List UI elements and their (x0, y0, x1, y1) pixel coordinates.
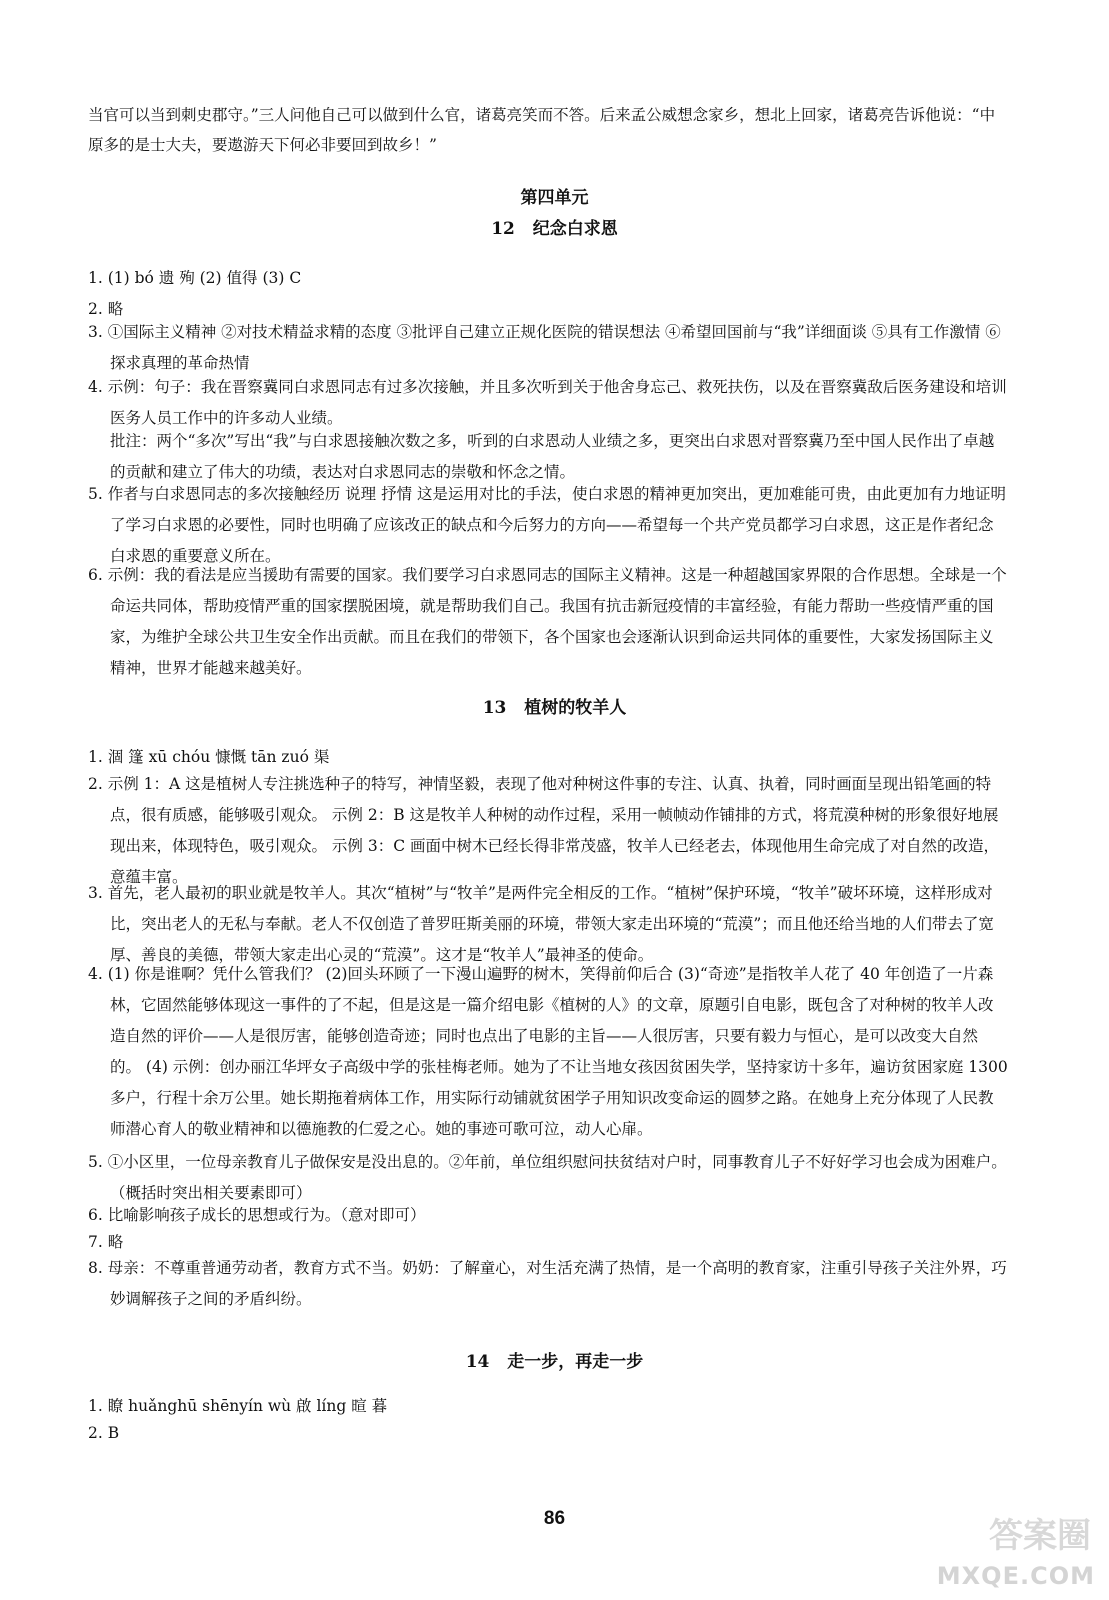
l13-answer-6: 6. 比喻影响孩子成长的思想或行为。（意对即可） (88, 1206, 426, 1224)
page-number: 86 (543, 1508, 566, 1529)
lesson-title-13: 13 植树的牧羊人 (482, 698, 627, 718)
unit-title: 第四单元 (520, 188, 589, 208)
lesson-title-12: 12 纪念白求恩 (491, 219, 618, 239)
l13-answer-3: 3. 首先，老人最初的职业就是牧羊人。其次“植树”与“牧羊”是两件完全相反的工作。“植树”保护环境，“牧羊”破坏环境，这样形成对比，突出老人的无私与奉献。老人不仅创造了普罗旺斯美丽的环境，带领大家走出环境的“荒漠”；而且他还给当地的人们带去了宽厚、善良的美德，带领大家走出心灵的“荒漠”。这才是“牧羊人”最神圣的使命。 (88, 884, 994, 964)
watermark-url: MXQE.COM (936, 1562, 1095, 1590)
l12-answer-3: 3. ①国际主义精神 ②对技术精益求精的态度 ③批评自己建立正规化医院的错误想法 ④希望回国前与“我”详细面谈 ⑤具有工作激情 ⑥探求真理的革命热情 (88, 323, 1001, 372)
l12-answer-6: 6. 示例：我的看法是应当援助有需要的国家。我们要学习白求恩同志的国际主义精神。这是一种超越国家界限的合作思想。全球是一个命运共同体，帮助疫情严重的国家摆脱困境，就是帮助我们自己。我国有抗击新冠疫情的丰富经验，有能力帮助一些疫情严重的国家，为维护全球公共卫生安全作出贡献。而且在我们的带领下，各个国家也会逐渐认识到命运共同体的重要性，大家发扬国际主义精神，世界才能越来越美好。 (88, 566, 1007, 677)
l12-answer-2: 2. 略 (88, 300, 124, 318)
l14-answer-1: 1. 瞭 huǎnghū shēnyín wù 啟 líng 暄 暮 (88, 1397, 388, 1415)
l13-answer-7: 7. 略 (88, 1233, 124, 1251)
l12-answer-4-note: 批注：两个“多次”写出“我”与白求恩接触次数之多，听到的白求恩动人业绩之多，更突出白求恩对晋察冀乃至中国人民作出了卓越的贡献和建立了伟大的功绩，表达对白求恩同志的崇敬和怀念之情。 (110, 432, 995, 481)
l13-answer-1: 1. 涸 篷 xū chóu 慷慨 tān zuó 渠 (88, 748, 330, 766)
l14-answer-2: 2. B (88, 1424, 120, 1442)
l13-answer-5: 5. ①小区里，一位母亲教育儿子做保安是没出息的。②年前，单位组织慰问扶贫结对户时，同事教育儿子不好好学习也会成为困难户。（概括时突出相关要素即可） (88, 1153, 1007, 1202)
watermark-logo (930, 1508, 1095, 1590)
l12-answer-4: 4. 示例：句子：我在晋察冀同白求恩同志有过多次接触，并且多次听到关于他舍身忘己、救死扶伤，以及在晋察冀敌后医务建设和培训医务人员工作中的许多动人业绩。 (88, 378, 1007, 427)
lesson-title-14: 14 走一步，再走一步 (465, 1352, 644, 1372)
l12-answer-1: 1. (1) bó 遗 殉 (2) 值得 (3) C (88, 269, 302, 287)
l13-answer-2: 2. 示例 1：A 这是植树人专注挑选种子的特写，神情坚毅，表现了他对种树这件事的专注、认真、执着，同时画面呈现出铅笔画的特点，很有质感，能够吸引观众。 示例 2：B 这是牧羊人种树的动作过程，采用一帧帧动作铺排的方式，将荒漠种树的形象很好地展现出来，体现特色，吸引观众。 示例 3：C 画面中树木已经长得非常茂盛，牧羊人已经老去，体现他用生命完成了对自然的改造，意蕴丰富。 (88, 775, 1000, 886)
l13-answer-8: 8. 母亲：不尊重普通劳动者，教育方式不当。奶奶：了解童心，对生活充满了热情，是一个高明的教育家，注重引导孩子关注外界，巧妙调解孩子之间的矛盾纠纷。 (88, 1259, 1007, 1308)
intro-paragraph: 当官可以当到刺史郡守。”三人问他自己可以做到什么官，诸葛亮笑而不答。后来孟公威想念家乡，想北上回家，诸葛亮告诉他说：“中原多的是士大夫，要遨游天下何必非要回到故乡！” (88, 106, 996, 154)
watermark-logo-text: 答案圈 (989, 1516, 1091, 1556)
l12-answer-5: 5. 作者与白求恩同志的多次接触经历 说理 抒情 这是运用对比的手法，使白求恩的精神更加突出，更加难能可贵，由此更加有力地证明了学习白求恩的必要性，同时也明确了应该改正的缺点和今后努力的方向——希望每一个共产党员都学习白求恩，这正是作者纪念白求恩的重要意义所在。 (88, 485, 1007, 565)
l13-answer-4: 4. (1) 你是谁啊？凭什么管我们？ (2)回头环顾了一下漫山遍野的树木，笑得前仰后合 (3)“奇迹”是指牧羊人花了 40 年创造了一片森林，它固然能够体现这一事件的了不起，但是这是一篇介绍电影《植树的人》的文章，原题引自电影，既包含了对种树的牧羊人改造自然的评价——人是很厉害，能够创造奇迹；同时也点出了电影的主旨——人很厉害，只要有毅力与恒心，是可以改变大自然的。 (4) 示例：创办丽江华坪女子高级中学的张桂梅老师。她为了不让当地女孩因贫困失学，坚持家访十多年，遍访贫困家庭 1300 多户，行程十余万公里。她长期拖着病体工作，用实际行动铺就贫困学子用知识改变命运的圆梦之路。在她身上充分体现了人民教师潜心育人的敬业精神和以德施教的仁爱之心。她的事迹可歌可泣，动人心扉。 (88, 965, 1008, 1138)
